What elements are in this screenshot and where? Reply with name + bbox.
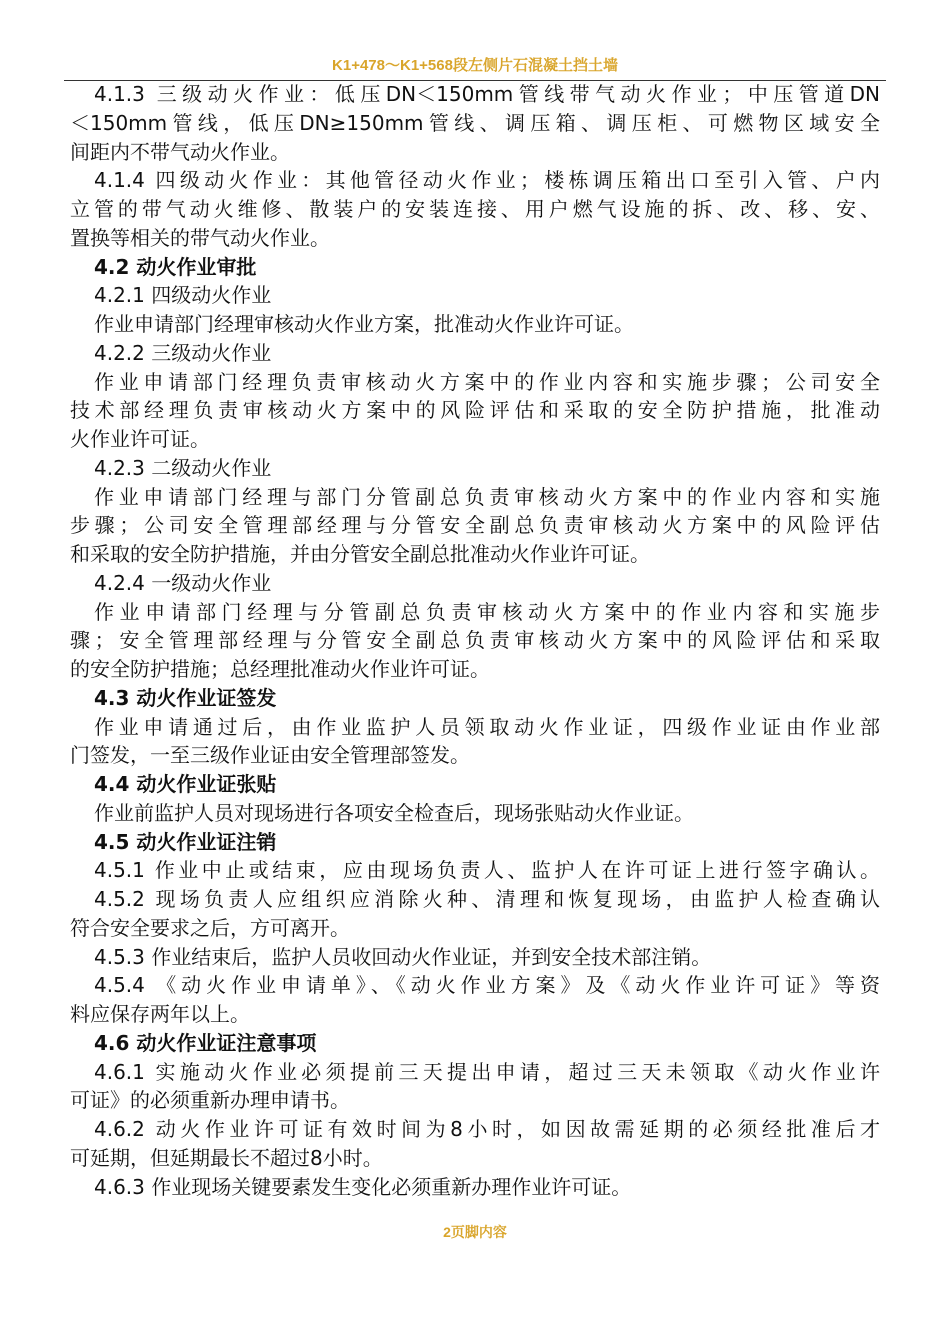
text-line: 可证》的必须重新办理申请书。 [70,1088,350,1113]
text-line: 4.5.3 作业结束后，监护人员收回动火作业证，并到安全技术部注销。 [94,944,712,969]
section-heading: 4.3 动火作业证签发 [94,685,277,710]
text-line: 4.2.1 四级动火作业 [94,283,272,308]
text-line: 作业前监护人员对现场进行各项安全检查后，现场张贴动火作业证。 [94,800,694,825]
section-heading: 4.5 动火作业证注销 [94,829,277,854]
document-body [70,80,880,1201]
text-line: 符合安全要求之后，方可离开。 [70,915,350,940]
text-line: 4.6.3 作业现场关键要素发生变化必须重新办理作业许可证。 [94,1174,632,1199]
page-footer: 2页脚内容 [443,1224,507,1240]
text-line: 4.1.4 四级动火作业：其他管径动火作业；楼栋调压箱出口至引入管、户内 [94,168,880,193]
text-line: 立管的带气动火维修、散装户的安装连接、用户燃气设施的拆、改、移、安、 [70,197,880,221]
text-line: 作业申请通过后，由作业监护人员领取动火作业证，四级作业证由作业部 [94,714,880,739]
text-line: 作业申请部门经理负责审核动火方案中的作业内容和实施步骤；公司安全 [94,369,880,394]
text-line: 4.6.2 动火作业许可证有效时间为8小时，如因故需延期的必须经批准后才 [94,1117,880,1141]
text-line: 步骤；公司安全管理部经理与分管安全副总负责审核动火方案中的风险评估 [70,513,880,538]
section-heading: 4.4 动火作业证张贴 [94,772,277,796]
text-line: 置换等相关的带气动火作业。 [70,225,330,250]
text-line: ＜150mm管线，低压DN≥150mm管线、调压箱、调压柜、可燃物区域安全 [70,110,880,135]
text-line: 4.2.4 一级动火作业 [94,570,272,595]
section-heading: 4.6 动火作业证注意事项 [94,1030,317,1055]
text-line: 间距内不带气动火作业。 [70,139,290,164]
text-line: 技术部经理负责审核动火方案中的风险评估和采取的安全防护措施，批准动 [70,398,880,423]
text-line: 作业申请部门经理与部门分管副总负责审核动火方案中的作业内容和实施 [94,484,880,509]
text-line: 4.2.3 二级动火作业 [94,455,272,480]
text-line: 4.1.3 三级动火作业：低压DN＜150mm管线带气动火作业；中压管道DN [94,82,880,106]
text-line: 4.5.1 作业中止或结束，应由现场负责人、监护人在许可证上进行签字确认。 [94,858,880,883]
text-line: 骤；安全管理部经理与分管安全副总负责审核动火方案中的风险评估和采取 [70,628,880,653]
text-line: 和采取的安全防护措施，并由分管安全副总批准动火作业许可证。 [70,542,650,566]
text-line: 火作业许可证。 [70,427,210,451]
section-heading: 4.2 动火作业审批 [94,254,257,279]
text-line: 4.5.4 《动火作业申请单》、《动火作业方案》及《动火作业许可证》等资 [94,973,880,998]
text-line: 门签发，一至三级作业证由安全管理部签发。 [70,743,470,768]
text-line: 4.6.1 实施动火作业必须提前三天提出申请，超过三天未领取《动火作业许 [94,1059,880,1084]
text-line: 4.2.2 三级动火作业 [94,340,272,365]
text-line: 4.5.2 现场负责人应组织应消除火种、清理和恢复现场，由监护人检查确认 [94,887,880,911]
text-line: 作业申请部门经理审核动火作业方案，批准动火作业许可证。 [94,312,634,336]
text-line: 可延期，但延期最长不超过8小时。 [70,1145,383,1170]
text-line: 作业申请部门经理与分管副总负责审核动火方案中的作业内容和实施步 [94,599,880,624]
text-line: 料应保存两年以上。 [70,1002,250,1026]
text-line: 的安全防护措施；总经理批准动火作业许可证。 [70,657,490,681]
page-header: K1+478～K1+568段左侧片石混凝土挡土墙 [332,57,618,74]
